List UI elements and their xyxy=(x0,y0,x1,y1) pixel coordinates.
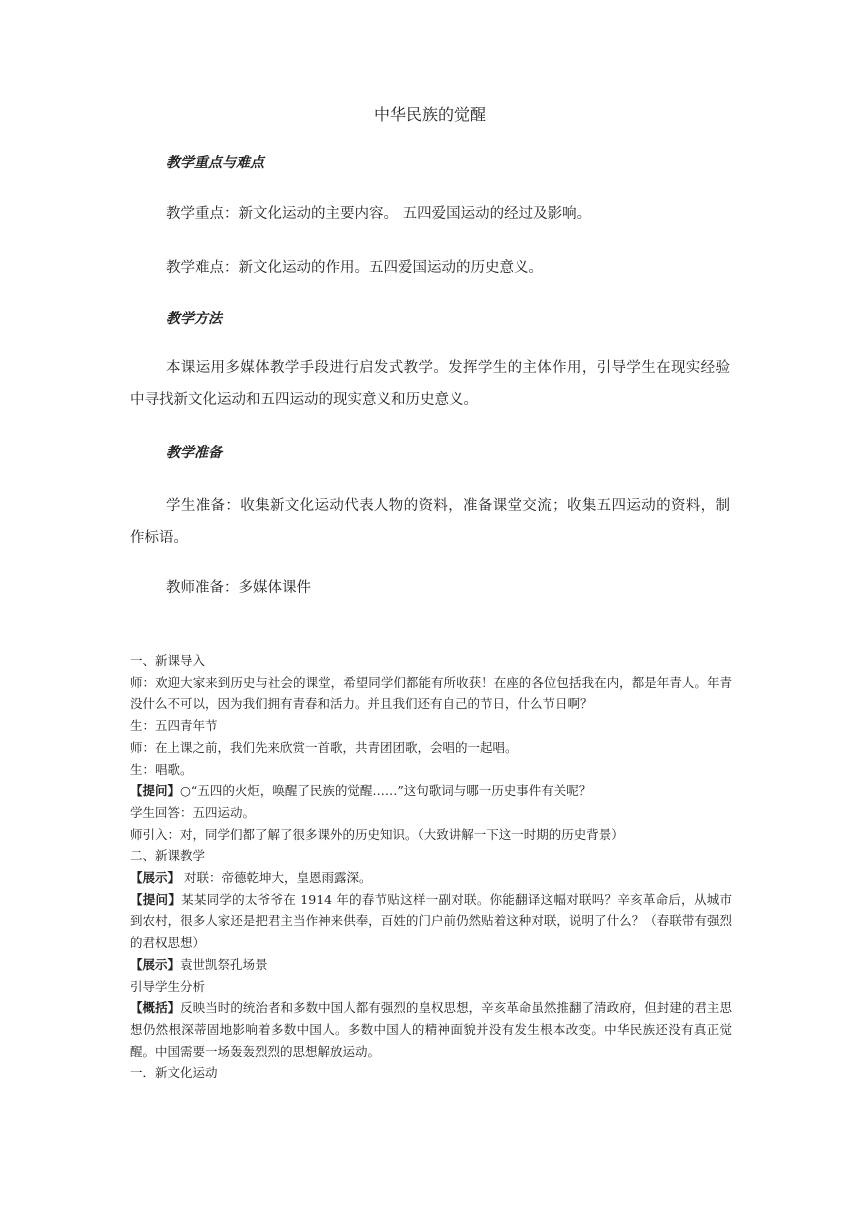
lesson-process xyxy=(130,650,732,1084)
guide-line: 引导学生分析 xyxy=(130,978,206,994)
heading-key-points: 教学重点与难点 xyxy=(166,155,264,171)
subsection-heading: 一．新文化运动 xyxy=(130,1065,218,1081)
teaching-difficulty: 教学难点：新文化运动的作用。五四爱国运动的历史意义。 xyxy=(166,260,543,276)
teacher-line: 师：在上课之前，我们先来欣赏一首歌，共青团团歌，会唱的一起唱。 xyxy=(130,739,518,755)
display-line xyxy=(130,954,732,976)
question-text: 某某同学的太爷爷在 1914 年的春节贴这样一副对联。你能翻译这幅对联吗？辛亥革命后，从城市到农村，很多人家还是把君主当作神来供奉，百姓的门户前仍然贴着这种对联，说明了什么？（春联带有强烈的君权思想） xyxy=(130,891,732,951)
display-line xyxy=(130,867,732,889)
section-heading-teaching: 二、新课教学 xyxy=(130,848,206,864)
display-text: 对联：帝德乾坤大，皇恩雨露深。 xyxy=(180,870,372,886)
question-tag: 【提问】 xyxy=(130,783,181,799)
section-heading-intro: 一、新课导入 xyxy=(130,653,206,668)
question-line xyxy=(130,780,732,802)
teaching-focus: 教学重点：新文化运动的主要内容。 五四爱国运动的经过及影响。 xyxy=(166,206,592,222)
teacher-line: 师：欢迎大家来到历史与社会的课堂，希望同学们都能有所收获！在座的各位包括我在内，都是年青人。年青没什么不可以，因为我们拥有青春和活力。并且我们还有自己的节日，什么节日啊？ xyxy=(130,674,732,712)
student-answer-line: 学生回答：五四运动。 xyxy=(130,804,256,820)
question-tag: 【提问】 xyxy=(130,891,182,907)
method-paragraph: 本课运用多媒体教学手段进行启发式教学。发挥学生的主体作用，引导学生在现实经验中寻找新文化运动和五四运动的现实意义和历史意义。 xyxy=(130,360,730,408)
student-preparation: 学生准备：收集新文化运动代表人物的资料，准备课堂交流；收集五四运动的资料，制作标语。 xyxy=(130,498,730,546)
display-text: 袁世凯祭孔场景 xyxy=(180,956,268,972)
question-line xyxy=(130,889,732,954)
display-tag: 【展示】 xyxy=(130,870,181,886)
summary-line xyxy=(130,997,732,1062)
question-text: ○“五四的火炬，唤醒了民族的觉醒……”这句歌词与哪一历史事件有关呢？ xyxy=(180,783,592,799)
summary-tag: 【概括】 xyxy=(130,1000,181,1016)
summary-text: 反映当时的统治者和多数中国人都有强烈的皇权思想，辛亥革命虽然推翻了清政府，但封建的君主思想仍然根深蒂固地影响着多数中国人。多数中国人的精神面貌并没有发生根本改变。中华民族还没有真正觉醒。中国需要一场轰轰烈烈的思想解放运动。 xyxy=(130,1000,732,1059)
display-tag: 【展示】 xyxy=(130,956,181,972)
teacher-intro-line: 师引入：对，同学们都了解了很多课外的历史知识。（大致讲解一下这一时期的历史背景） xyxy=(130,826,624,842)
document-title: 中华民族的觉醒 xyxy=(373,105,486,124)
teacher-preparation: 教师准备：多媒体课件 xyxy=(166,580,311,596)
student-line: 生：五四青年节 xyxy=(130,718,218,734)
student-line: 生：唱歌。 xyxy=(130,761,193,777)
heading-preparation: 教学准备 xyxy=(166,445,222,461)
heading-method: 教学方法 xyxy=(166,311,222,327)
